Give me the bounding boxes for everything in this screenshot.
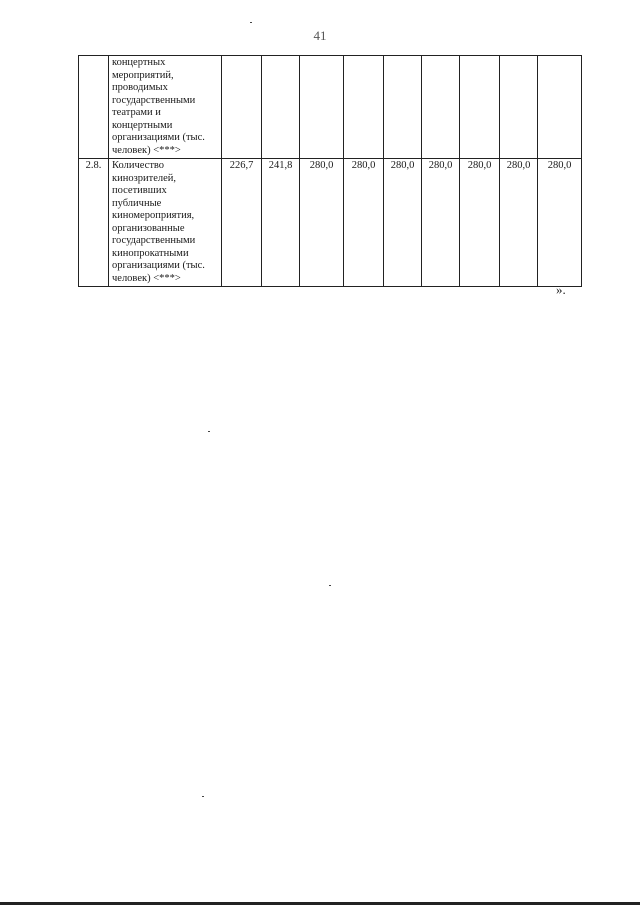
scan-speck bbox=[202, 796, 204, 797]
value-cell bbox=[300, 56, 344, 159]
value-cell: 280,0 bbox=[500, 159, 538, 287]
table-row bbox=[79, 56, 582, 159]
value-cell: 280,0 bbox=[460, 159, 500, 287]
value-cell bbox=[384, 56, 422, 159]
row-number-cell bbox=[79, 56, 109, 159]
indicator-description-cell: концертных мероприятий, проводимых государственными театрами и концертными организациями (тыс. человек) <***> bbox=[109, 56, 222, 159]
value-cell bbox=[422, 56, 460, 159]
value-cell bbox=[344, 56, 384, 159]
value-cell bbox=[262, 56, 300, 159]
scan-speck bbox=[250, 22, 252, 23]
page-number: 41 bbox=[313, 28, 327, 43]
value-cell bbox=[538, 56, 582, 159]
value-cell bbox=[500, 56, 538, 159]
value-cell: 226,7 bbox=[222, 159, 262, 287]
scan-speck bbox=[329, 585, 331, 586]
row-number-cell: 2.8. bbox=[79, 159, 109, 287]
value-cell: 280,0 bbox=[344, 159, 384, 287]
value-cell: 280,0 bbox=[300, 159, 344, 287]
value-cell bbox=[222, 56, 262, 159]
indicator-description-cell: Количество кинозрителей, посетивших публичные киномероприятия, организованные государственными кинопрокатными организациями (тыс. человек) <***> bbox=[109, 159, 222, 287]
value-cell: 280,0 bbox=[538, 159, 582, 287]
value-cell: 241,8 bbox=[262, 159, 300, 287]
value-cell: 280,0 bbox=[384, 159, 422, 287]
closing-quote-mark: ». bbox=[556, 282, 566, 297]
scan-speck bbox=[208, 431, 210, 432]
value-cell bbox=[460, 56, 500, 159]
table-row bbox=[79, 159, 582, 287]
indicators-table bbox=[78, 55, 582, 287]
value-cell: 280,0 bbox=[422, 159, 460, 287]
